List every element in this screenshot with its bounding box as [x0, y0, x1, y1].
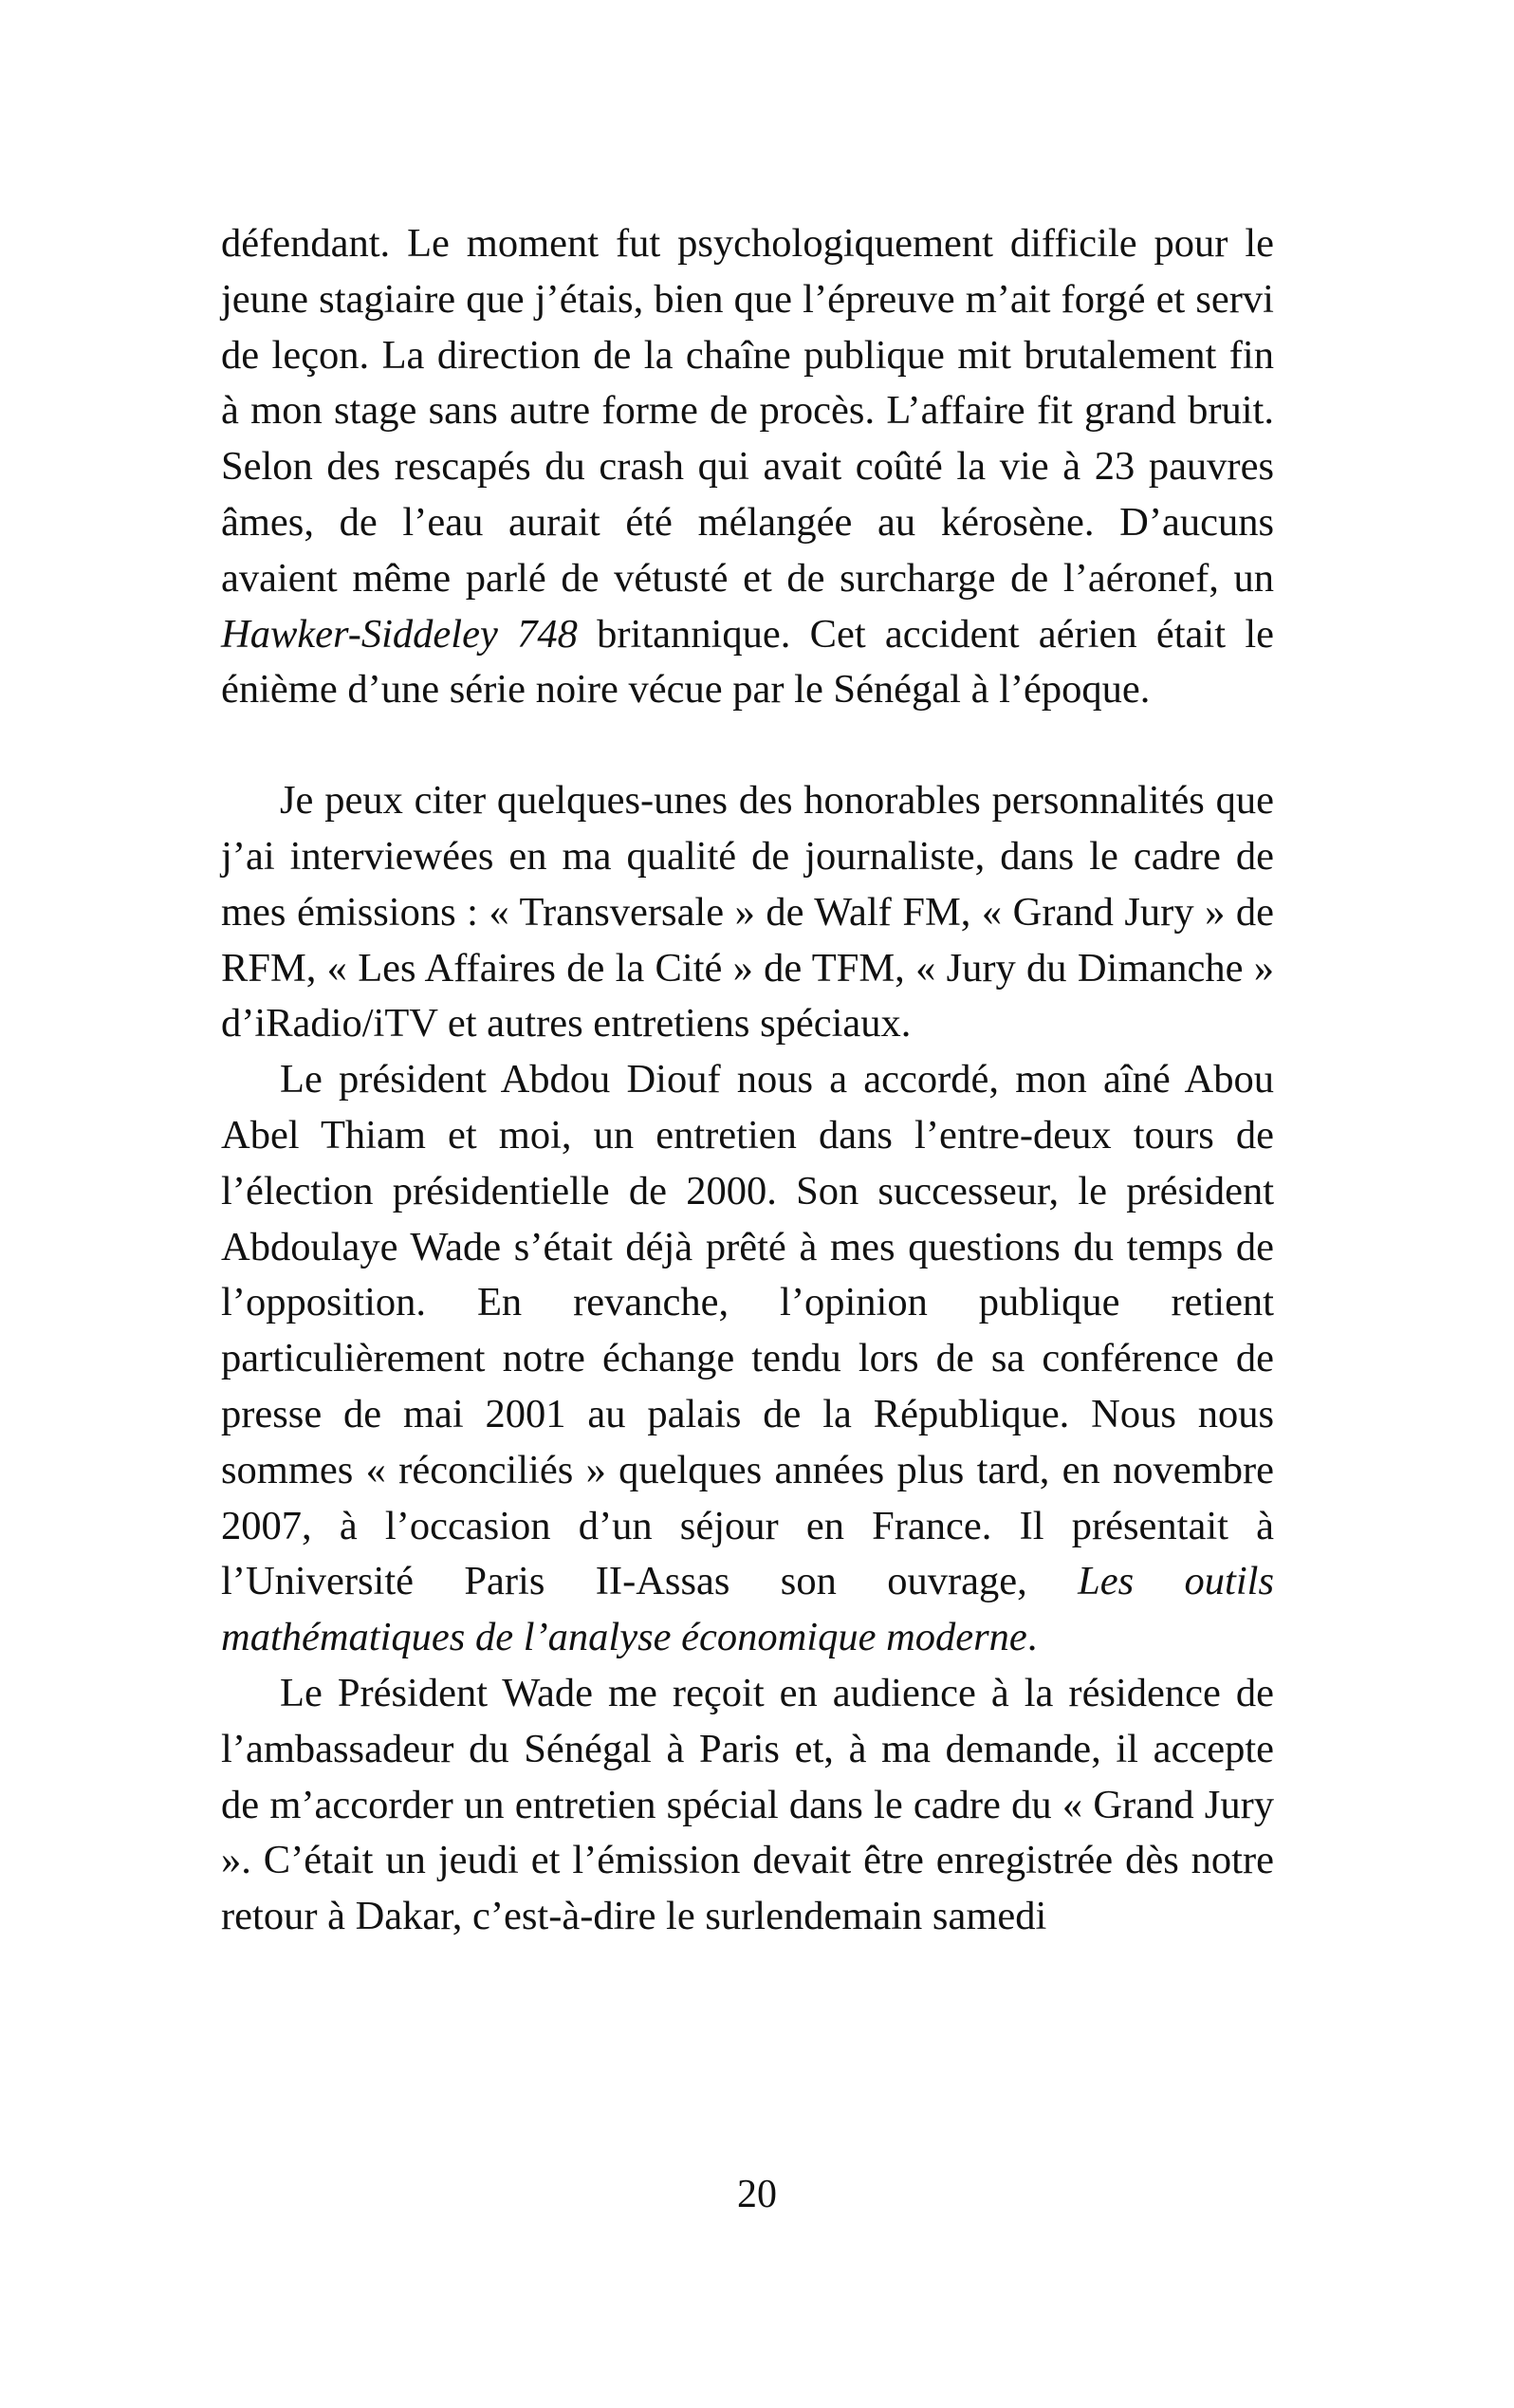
text-segment: Le Président Wade me reçoit en audience à la résidence de l’ambassadeur du Sénégal à Paris et, à ma demande, il accepte de m’accorder un entretien spécial dans le cadre du « Grand Jury ». C’était un jeudi et l’émission devait être enregistrée dès notre retour à Dakar, c’est-à-dire le surlendemain samedi [221, 1670, 1274, 1939]
page-body [221, 216, 1274, 1945]
page-number: 20 [737, 2173, 777, 2216]
paragraph-interviewed-personalities [221, 773, 1274, 1052]
text-segment: Le président Abdou Diouf nous a accordé, mon aîné Abou Abel Thiam et moi, un entretien dans l’entre-deux tours de l’élection présidentielle de 2000. Son successeur, le président Abdoulaye Wade s’était déjà prêté à mes questions du temps de l’opposition. En revanche, l’opinion publique retient particulièrement notre échange tendu lors de sa conférence de presse de mai 2001 au palais de la République. Nous nous sommes « réconciliés » quelques années plus tard, en novembre 2007, à l’occasion d’un séjour en France. Il présentait à l’Université Paris II-Assas son ouvrage, [221, 1057, 1274, 1604]
paragraph-abdou-diouf [221, 1052, 1274, 1666]
aircraft-name-italic: Hawker-Siddeley 748 [221, 611, 578, 657]
book-title-italic: Les outils mathématiques de l’analyse économique moderne [221, 1559, 1274, 1660]
paragraph-crash-account [221, 216, 1274, 718]
text-segment: défendant. Le moment fut psychologiquement difficile pour le jeune stagiaire que j’étais, bien que l’épreuve m’ait forgé et servi de leçon. La direction de la chaîne publique mit brutalement fin à mon stage sans autre forme de procès. L’affaire fit grand bruit. Selon des rescapés du crash qui avait coûté la vie à 23 pauvres âmes, de l’eau aurait été mélangée au kérosène. D’aucuns avaient même parlé de vétusté et de surcharge de l’aéronef, un [221, 221, 1274, 601]
paragraph-president-wade [221, 1666, 1274, 1945]
text-segment: . [1026, 1615, 1038, 1660]
text-segment: Je peux citer quelques-unes des honorables personnalités que j’ai interviewées en ma qualité de journaliste, dans le cadre de mes émissions : « Transversale » de Walf FM, « Grand Jury » de RFM, « Les Affaires de la Cité » de TFM, « Jury du Dimanche » d’iRadio/iTV et autres entretiens spéciaux. [221, 778, 1274, 1047]
text-segment: britannique. Cet accident aérien était le énième d’une série noire vécue par le Sénégal à l’époque. [221, 611, 1274, 713]
